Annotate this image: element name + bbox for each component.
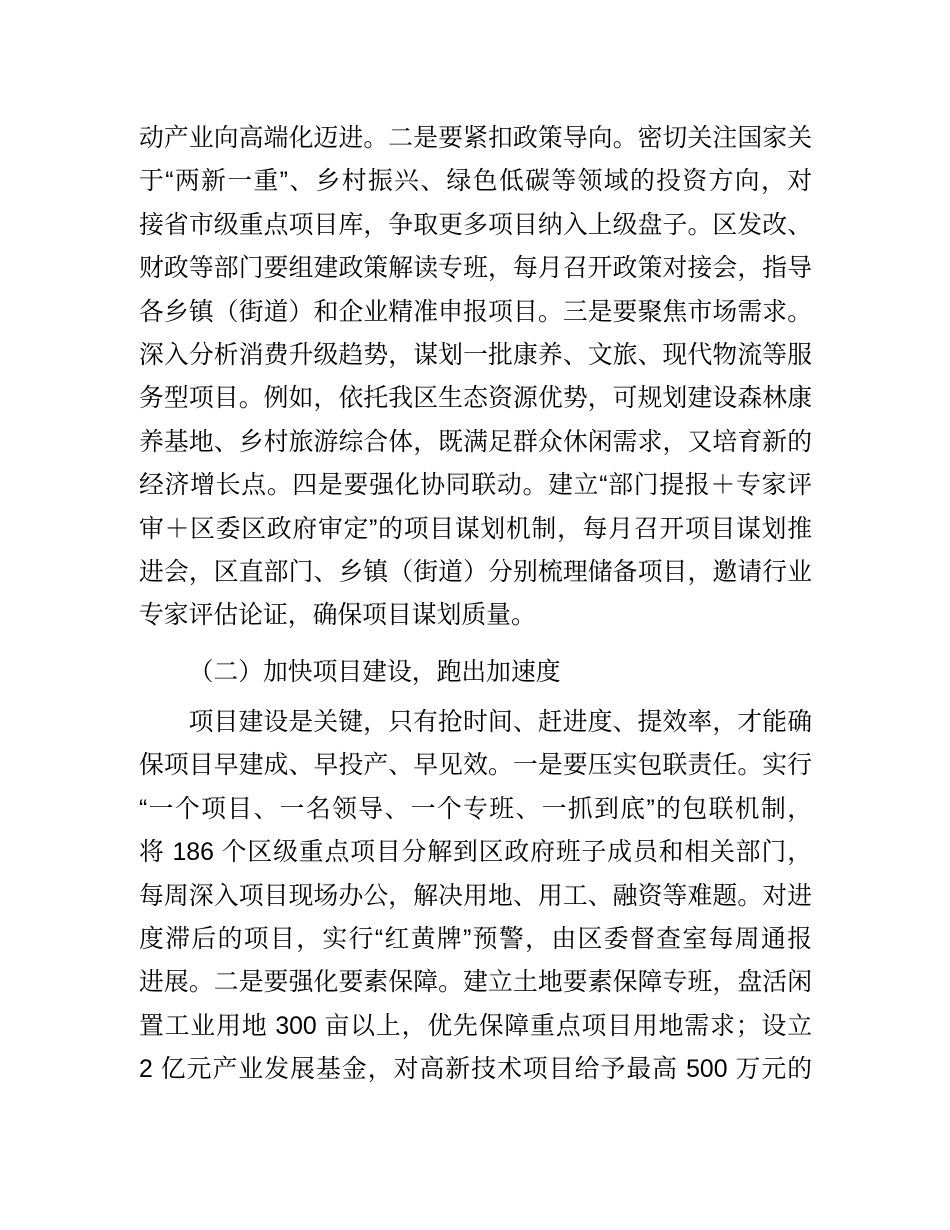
section-heading-2 [139,651,812,694]
text-line: 进展。二是要强化要素保障。建立土地要素保障专班，盘活闲 [139,969,812,997]
text-line: 每周深入项目现场办公，解决用地、用工、融资等难题。对进 [139,882,812,910]
text-line: 项目建设是关键，只有抢时间、赶进度、提效率，才能确 [188,709,812,737]
text-line: 养基地、乡村旅游综合体，既满足群众休闲需求，又培育新的 [139,428,812,456]
text-line: 接省市级重点项目库，争取更多项目纳入上级盘子。区发改、 [139,211,812,239]
text-line: 各乡镇（街道）和企业精准申报项目。三是要聚焦市场需求。 [139,298,812,326]
para-continuation [139,117,812,638]
section-heading-line: （二）加快项目建设，跑出加速度 [188,658,561,686]
text-line: 动产业向高端化迈进。二是要紧扣政策导向。密切关注国家关 [139,125,812,152]
text-line: 进会，区直部门、乡镇（街道）分别梳理储备项目，邀请行业 [139,558,812,586]
text-line: 置工业用地 300 亩以上，优先保障重点项目用地需求；设立 [139,1012,812,1040]
text-line: 将 186 个区级重点项目分解到区政府班子成员和相关部门， [139,839,812,867]
text-line: 审＋区委区政府审定”的项目谋划机制，每月召开项目谋划推 [139,515,812,543]
text-line: 财政等部门要组建政策解读专班，每月召开政策对接会，指导 [139,255,812,283]
text-line: 度滞后的项目，实行“红黄牌”预警，由区委督查室每周通报 [139,926,812,954]
text-line: 于“两新一重”、乡村振兴、绿色低碳等领域的投资方向，对 [139,168,812,196]
text-line: “一个项目、一名领导、一个专班、一抓到底”的包联机制， [139,795,812,823]
text-block [139,117,812,1092]
para-project-construction [139,701,812,1092]
text-line: 保项目早建成、早投产、早见效。一是要压实包联责任。实行 [139,752,812,780]
text-line: 务型项目。例如，依托我区生态资源优势，可规划建设森林康 [139,385,812,413]
text-line: 深入分析消费升级趋势，谋划一批康养、文旅、现代物流等服 [139,341,812,369]
text-line: 专家评估论证，确保项目谋划质量。 [139,602,536,630]
text-line: 2 亿元产业发展基金，对高新技术项目给予最高 500 万元的 [139,1056,812,1084]
text-line: 经济增长点。四是要强化协同联动。建立“部门提报＋专家评 [139,472,812,500]
